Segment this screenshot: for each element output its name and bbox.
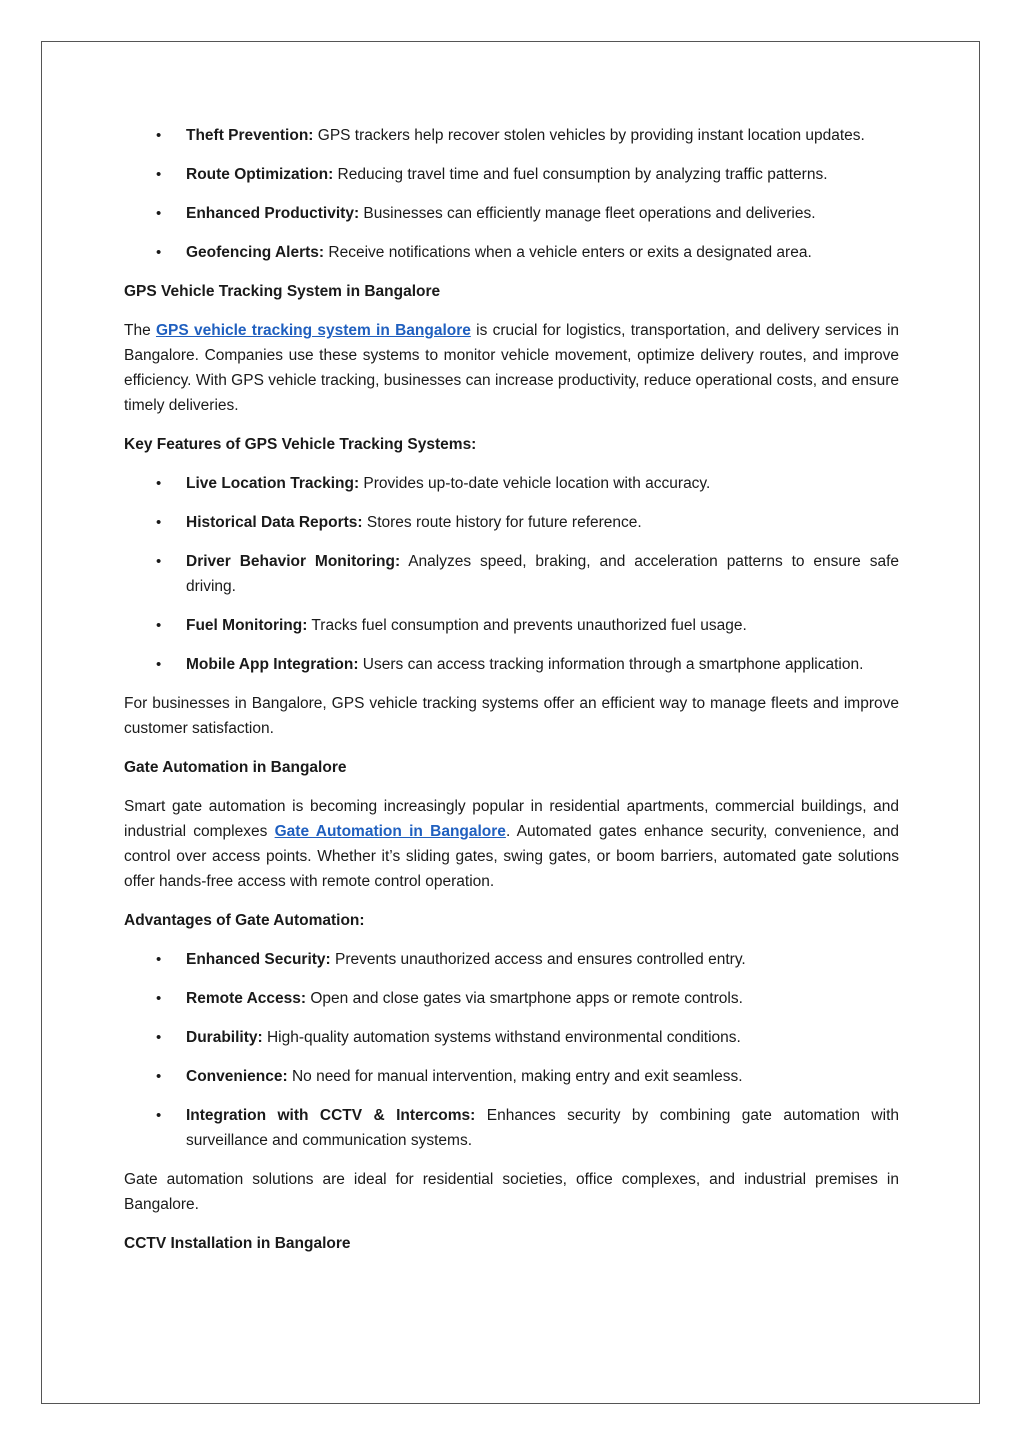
advantages-heading: Advantages of Gate Automation: [124,912,365,929]
list-item [124,240,899,265]
list-item-desc: GPS trackers help recover stolen vehicles by providing instant location updates. [313,127,865,144]
list-item [124,1103,899,1153]
bullet-icon: • [156,244,162,261]
list-item-term: Historical Data Reports: [186,514,363,531]
gps-intro-paragraph [124,318,899,418]
list-item-desc: Provides up-to-date vehicle location with accuracy. [359,475,711,492]
list-item-desc: Reducing travel time and fuel consumption by analyzing traffic patterns. [333,166,828,183]
gps-section-heading: GPS Vehicle Tracking System in Bangalore [124,283,441,300]
paragraph-text: is crucial for logistics, transportation, and delivery services in Bangalore. Companies use these systems to monitor vehicle movement, optimize delivery routes, and improve efficiency. With GPS vehicle tracking, businesses can increase productivity, reduce operational costs, and ensure timely deliveries. [124,322,900,414]
bullet-icon: • [156,1068,162,1085]
bullet-icon: • [156,127,162,144]
gate-automation-link[interactable]: Gate Automation in Bangalore [274,823,506,840]
list-item-term: Driver Behavior Monitoring: [186,553,401,570]
benefits-list [124,123,899,265]
list-item [124,510,899,535]
gate-closing-paragraph: Gate automation solutions are ideal for residential societies, office complexes, and industrial premises in Bangalore. [124,1171,899,1213]
list-item-term: Theft Prevention: [186,127,314,144]
cctv-section-heading: CCTV Installation in Bangalore [124,1235,351,1252]
list-item [124,613,899,638]
list-item [124,1064,899,1089]
document-body [124,123,899,1270]
advantages-list [124,947,899,1153]
bullet-icon: • [156,990,162,1007]
list-item-term: Convenience: [186,1068,288,1085]
bullet-icon: • [156,1029,162,1046]
list-item [124,986,899,1011]
bullet-icon: • [156,1107,162,1124]
list-item-desc: No need for manual intervention, making entry and exit seamless. [287,1068,743,1085]
list-item-term: Live Location Tracking: [186,475,360,492]
list-item-term: Fuel Monitoring: [186,617,308,634]
list-item-desc: Analyzes speed, braking, and acceleration patterns to ensure safe driving. [186,553,899,595]
list-item-desc: Open and close gates via smartphone apps or remote controls. [306,990,743,1007]
list-item [124,549,899,599]
list-item [124,201,899,226]
list-item-term: Enhanced Productivity: [186,205,360,222]
features-list [124,471,899,677]
list-item-desc: High-quality automation systems withstand environmental conditions. [262,1029,741,1046]
bullet-icon: • [156,514,162,531]
bullet-icon: • [156,166,162,183]
list-item-desc: Enhances security by combining gate automation with surveillance and communication systems. [186,1107,899,1149]
bullet-icon: • [156,475,162,492]
bullet-icon: • [156,617,162,634]
list-item [124,123,899,148]
list-item [124,471,899,496]
paragraph-text: . Automated gates enhance security, convenience, and control over access points. Whether it’s sliding gates, swing gates, or boom barriers, automated gate solutions offer hands-free access with remote control operation. [124,823,900,890]
list-item-term: Geofencing Alerts: [186,244,325,261]
list-item-desc: Prevents unauthorized access and ensures controlled entry. [330,951,746,968]
gps-tracking-link[interactable]: GPS vehicle tracking system in Bangalore [155,322,471,339]
list-item-term: Mobile App Integration: [186,656,359,673]
list-item-term: Remote Access: [186,990,307,1007]
bullet-icon: • [156,656,162,673]
list-item-term: Route Optimization: [186,166,334,183]
paragraph-text: Smart gate automation is becoming increasingly popular in residential apartments, commercial buildings, and industrial complexes [124,798,899,840]
gate-section-heading: Gate Automation in Bangalore [124,759,347,776]
list-item [124,1025,899,1050]
paragraph-text: The [124,322,156,339]
list-item-desc: Users can access tracking information through a smartphone application. [358,656,864,673]
list-item [124,162,899,187]
bullet-icon: • [156,205,162,222]
gate-intro-paragraph [124,794,899,894]
list-item-desc: Receive notifications when a vehicle enters or exits a designated area. [324,244,812,261]
list-item-term: Durability: [186,1029,263,1046]
gps-closing-paragraph: For businesses in Bangalore, GPS vehicle tracking systems offer an efficient way to manage fleets and improve customer satisfaction. [124,695,899,737]
list-item-term: Enhanced Security: [186,951,331,968]
list-item-term: Integration with CCTV & Intercoms: [186,1107,476,1124]
list-item-desc: Businesses can efficiently manage fleet operations and deliveries. [359,205,816,222]
list-item [124,947,899,972]
bullet-icon: • [156,553,162,570]
bullet-icon: • [156,951,162,968]
features-heading: Key Features of GPS Vehicle Tracking Systems: [124,436,477,453]
list-item-desc: Tracks fuel consumption and prevents unauthorized fuel usage. [307,617,747,634]
list-item [124,652,899,677]
list-item-desc: Stores route history for future reference. [362,514,642,531]
